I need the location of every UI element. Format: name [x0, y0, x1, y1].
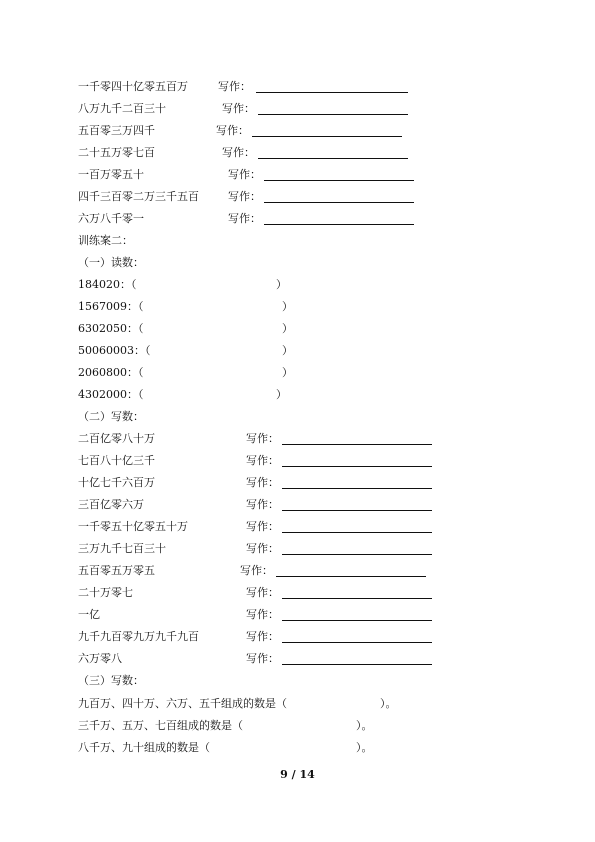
answer-line[interactable] [258, 114, 408, 115]
close-paren: ） [282, 344, 293, 357]
close-paren: ） [282, 322, 293, 335]
write-label: 写作： [246, 498, 279, 511]
row-text: 九千九百零九万九千九百 [78, 630, 199, 643]
row-text: 二百亿零八十万 [78, 432, 155, 445]
write-label: 写作： [228, 212, 261, 225]
answer-line[interactable] [276, 576, 426, 577]
write-label: 写作： [240, 564, 273, 577]
write-label: 写作： [246, 542, 279, 555]
row-text: 七百八十亿三千 [78, 454, 155, 467]
answer-line[interactable] [282, 642, 432, 643]
training-title: 训练案二： [78, 234, 133, 247]
close-paren: ） [276, 278, 287, 291]
read-number: 184020：（ [78, 278, 137, 291]
row-text: 五百零三万四千 [78, 124, 155, 137]
write-label: 写作： [222, 102, 255, 115]
read-heading: （一）读数： [78, 256, 144, 269]
row-text: 一亿 [78, 608, 100, 621]
write-label: 写作： [218, 80, 251, 93]
row-text: 六万零八 [78, 652, 122, 665]
write-label: 写作： [228, 190, 261, 203]
write-label: 写作： [246, 608, 279, 621]
close-paren: ） [282, 300, 293, 313]
fill-close: ）。 [356, 719, 373, 732]
row-text: 一千零四十亿零五百万 [78, 80, 188, 93]
write-label: 写作： [246, 652, 279, 665]
answer-line[interactable] [282, 466, 432, 467]
row-text: 五百零五万零五 [78, 564, 155, 577]
fill-heading: （三）写数： [78, 674, 144, 687]
answer-line[interactable] [264, 224, 414, 225]
fill-text: 三千万、五万、七百组成的数是（ [78, 719, 243, 732]
answer-line[interactable] [282, 488, 432, 489]
answer-line[interactable] [282, 554, 432, 555]
write-label: 写作： [246, 454, 279, 467]
row-text: 一千零五十亿零五十万 [78, 520, 188, 533]
write-label: 写作： [246, 586, 279, 599]
write-label: 写作： [222, 146, 255, 159]
answer-line[interactable] [256, 92, 408, 93]
read-number: 6302050：（ [78, 322, 144, 335]
row-text: 二十万零七 [78, 586, 133, 599]
answer-line[interactable] [264, 202, 414, 203]
read-number: 4302000：（ [78, 388, 144, 401]
write-label: 写作： [228, 168, 261, 181]
row-text: 六万八千零一 [78, 212, 144, 225]
page-number: 9 / 14 [280, 768, 315, 781]
write-label: 写作： [246, 476, 279, 489]
row-text: 四千三百零二万三千五百 [78, 190, 199, 203]
answer-line[interactable] [264, 180, 414, 181]
answer-line[interactable] [282, 532, 432, 533]
fill-close: ）。 [380, 697, 397, 710]
answer-line[interactable] [282, 620, 432, 621]
fill-text: 八千万、九十组成的数是（ [78, 741, 210, 754]
write-label: 写作： [246, 432, 279, 445]
close-paren: ） [276, 388, 287, 401]
row-text: 八万九千二百三十 [78, 102, 166, 115]
answer-line[interactable] [258, 158, 408, 159]
fill-text: 九百万、四十万、六万、五千组成的数是（ [78, 697, 287, 710]
row-text: 十亿七千六百万 [78, 476, 155, 489]
fill-close: ）。 [356, 741, 373, 754]
read-number: 2060800：（ [78, 366, 144, 379]
answer-line[interactable] [252, 136, 402, 137]
row-text: 二十五万零七百 [78, 146, 155, 159]
read-number: 50060003：（ [78, 344, 151, 357]
write-label: 写作： [246, 630, 279, 643]
answer-line[interactable] [282, 598, 432, 599]
row-text: 一百万零五十 [78, 168, 144, 181]
answer-line[interactable] [282, 444, 432, 445]
write-label: 写作： [246, 520, 279, 533]
answer-line[interactable] [282, 664, 432, 665]
row-text: 三百亿零六万 [78, 498, 144, 511]
write-heading: （二）写数： [78, 410, 144, 423]
answer-line[interactable] [282, 510, 432, 511]
read-number: 1567009：（ [78, 300, 144, 313]
close-paren: ） [282, 366, 293, 379]
row-text: 三万九千七百三十 [78, 542, 166, 555]
write-label: 写作： [216, 124, 249, 137]
